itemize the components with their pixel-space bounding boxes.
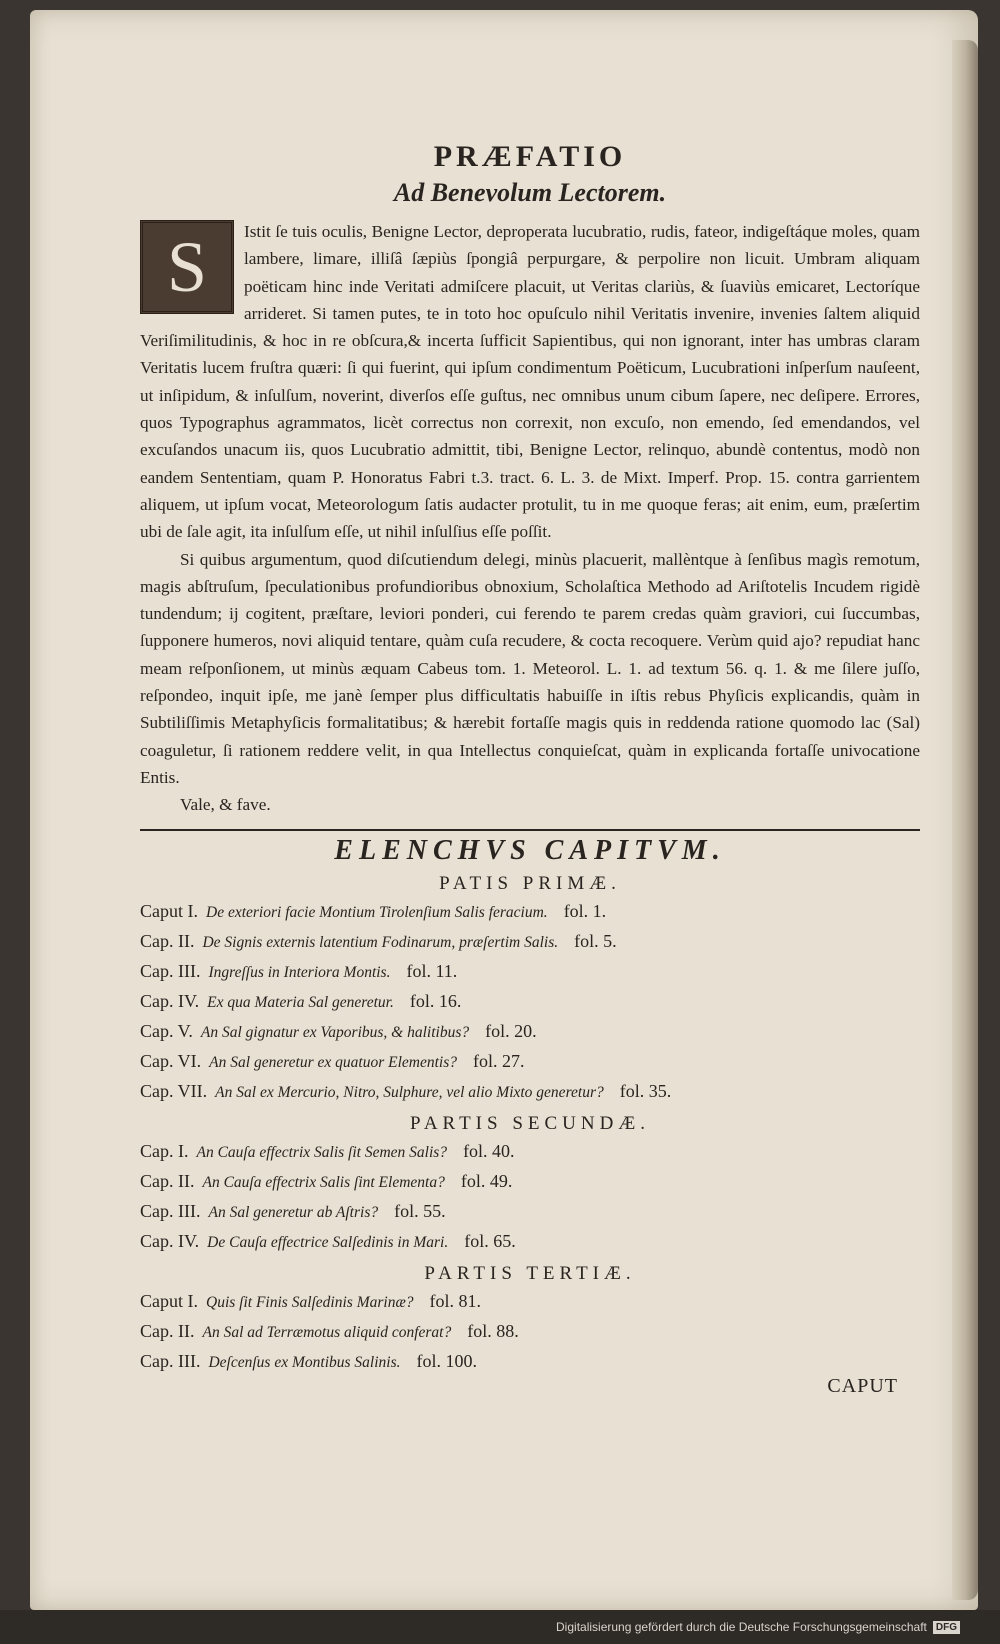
toc-entry (140, 1227, 920, 1257)
page-edge (952, 40, 978, 1600)
preface-paragraph-1: Istit ſe tuis oculis, Benigne Lector, deproperata lucubratio, rudis, fateor, indigeſtáque moles, quam lambere, limare, illiſâ ſæpiùs ſpongiâ perpurgare, & perpolire non licuit. Umbram aliquam poëticam hinc inde Veritati admiſcere placuit, ut Veritas clariùs, & ſuaviùs emicaret, Lectoríque arrideret. Si tamen putes, te in toto hoc opuſculo nihil Veritatis invenire, invenies ſaltem aliquid Veriſimilitudinis, & hoc in re obſcura,& incerta ſufficit Sapientibus, qui non ignorant, inter has umbras claram Veritatis lucem fruſtra quæri: ſi qui fuerint, qui ipſum condimentum Poëticum, Lucubrationi inſperſum nauſeent, ut inſipidum, & inſulſum, noverint, diverſos eſſe guſtus, nec omnibus unum cibum ſapere, nec deſipere. Errores, quos Typographus agrammatos, licèt correctus non correxit, non excuſo, non emendo, ſed emendandos, vel excuſandos unacum iis, quos Lucubratio admittit, tibi, Benigne Lector, relinquo, abundè contentus, modò non eandem Sententiam, quam P. Honoratus Fabri t.3. tract. 6. L. 3. de Mixt. Imperf. Prop. 15. contra garrientem aliquem, ut ipſum vocat, Meteorologum ſatis audacter protulit, tu in me quoque feras; ait enim, eum, præſertim ubi de ſale agit, ita inſulſum eſſe, ut nihil inſulſius eſſe poſſit. (140, 222, 920, 542)
chapter-title: De exteriori facie Montium Tirolenſium Salis feracium. (206, 903, 548, 921)
toc-list (140, 1137, 920, 1257)
folio-ref: fol. 49. (460, 1170, 513, 1191)
toc-entry (140, 1317, 920, 1347)
toc-entry (140, 1047, 920, 1077)
part-heading: PARTIS TERTIÆ. (424, 1262, 636, 1284)
chapter-title: Deſcenſus ex Montibus Salinis. (208, 1353, 401, 1371)
chapter-number: Cap. I. (140, 1140, 189, 1161)
footer-text: Digitalisierung gefördert durch die Deutsche Forschungsgemeinschaft (556, 1620, 927, 1634)
chapter-title: Quis ſit Finis Salſedinis Marinæ? (206, 1293, 414, 1311)
chapter-number: Cap. IV. (140, 1230, 200, 1251)
page-content (140, 140, 920, 1377)
folio-ref: fol. 20. (485, 1020, 537, 1041)
chapter-number: Cap. III. (140, 1200, 201, 1221)
chapter-number: Cap. III. (140, 960, 201, 981)
elenchus-title: ELENCHVS CAPITVM. (334, 834, 726, 866)
chapter-number: Cap. II. (140, 1320, 195, 1341)
toc-entry (140, 1287, 920, 1317)
divider-rule (140, 829, 920, 831)
folio-ref: fol. 27. (472, 1050, 525, 1071)
chapter-title: An Sal gignatur ex Vaporibus, & halitibus? (200, 1023, 470, 1041)
preface-subtitle: Ad Benevolum Lectorem. (393, 178, 667, 207)
chapter-title: An Sal generetur ex quatuor Elementis? (209, 1053, 457, 1071)
preface-paragraph-2: Si quibus argumentum, quod diſcutiendum delegi, minùs placuerit, mallèntque à ſenſibus magìs remotum, magis abſtruſum, ſpeculationibus profundioribus obnoxium, Scholaſtica Methodo ad Ariſtotelis Incudem rigidè tundendum; ij cogitent, præſtare, leviori ponderi, cui ferendo te parem credas quàm graviori, cui ſuccumbas, ſupponere humeros, novi aliquid tentare, quàm cuſa recudere, & cocta recoquere. Verùm quid ajo? repudiat hanc meam reſponſionem, ut minùs æquam Cabeus tom. 1. Meteorol. L. 1. ad textum 56. q. 1. & me ſilere juſſo, reſpondeo, inquit ipſe, me janè ſemper plus difficultatis habuiſſe in iſtis rebus Phyſicis explicandis, quàm in Subtiliſſimis Metaphyſicis formalitatibus; & hærebit fortaſſe magis quis in reddenda ratione quomodo lac (Sal) coaguletur, ſi rationem reddere velit, in qua Intellectus conquieſcat, quàm in explicanda fortaſſe univocatione Entis. (140, 549, 920, 787)
toc-entry (140, 957, 920, 987)
toc-entry (140, 1017, 920, 1047)
folio-ref: fol. 81. (429, 1290, 482, 1311)
catchword: CAPUT (827, 1375, 898, 1397)
folio-ref: fol. 35. (619, 1080, 672, 1101)
part-heading: PATIS PRIMÆ. (439, 872, 621, 894)
book-page (30, 10, 978, 1610)
toc-entry (140, 987, 920, 1017)
chapter-number: Cap. V. (140, 1020, 193, 1041)
folio-ref: fol. 100. (416, 1350, 477, 1371)
folio-ref: fol. 5. (574, 930, 617, 951)
toc-part-3 (140, 1263, 920, 1377)
preface-body (140, 218, 920, 819)
chapter-title: An Sal ex Mercurio, Nitro, Sulphure, vel alio Mixto generetur? (215, 1083, 604, 1101)
decorated-initial: S (140, 220, 234, 314)
folio-ref: fol. 16. (409, 990, 462, 1011)
footer-bar (0, 1610, 1000, 1644)
folio-ref: fol. 88. (467, 1320, 519, 1341)
toc-entry (140, 897, 920, 927)
chapter-number: Cap. VII. (140, 1080, 208, 1101)
chapter-number: Cap. II. (140, 1170, 195, 1191)
folio-ref: fol. 55. (394, 1200, 446, 1221)
toc-entry (140, 1167, 920, 1197)
toc-entry (140, 1197, 920, 1227)
chapter-number: Cap. IV. (140, 990, 200, 1011)
folio-ref: fol. 11. (406, 960, 458, 981)
chapter-title: An Sal ad Terræmotus aliquid conferat? (202, 1323, 452, 1341)
toc-entry (140, 927, 920, 957)
folio-ref: fol. 1. (563, 900, 607, 921)
toc-entry (140, 1137, 920, 1167)
preface-closing: Vale, & fave. (180, 795, 271, 815)
part-heading: PARTIS SECUNDÆ. (410, 1112, 650, 1134)
chapter-title: An Cauſa effectrix Salis ſit Semen Salis? (196, 1143, 448, 1161)
folio-ref: fol. 40. (463, 1140, 515, 1161)
dfg-logo-icon: DFG (933, 1621, 960, 1634)
chapter-title: Ex qua Materia Sal generetur. (207, 993, 394, 1011)
preface-title: PRÆFATIO (433, 140, 627, 173)
toc-entry (140, 1347, 920, 1377)
folio-ref: fol. 65. (464, 1230, 516, 1251)
chapter-title: De Cauſa effectrice Salſedinis in Mari. (207, 1233, 449, 1251)
toc-list (140, 1287, 920, 1377)
toc-list (140, 897, 920, 1107)
chapter-title: An Cauſa effectrix Salis ſint Elementa? (202, 1173, 445, 1191)
chapter-number: Caput I. (140, 900, 198, 921)
chapter-number: Cap. III. (140, 1350, 201, 1371)
chapter-number: Cap. VI. (140, 1050, 202, 1071)
chapter-title: Ingreſſus in Interiora Montis. (208, 963, 391, 981)
toc-part-2 (140, 1113, 920, 1257)
toc-entry (140, 1077, 920, 1107)
chapter-title: De Signis externis latentium Fodinarum, præſertim Salis. (202, 933, 559, 951)
toc-part-1 (140, 873, 920, 1107)
chapter-number: Cap. II. (140, 930, 195, 951)
chapter-number: Caput I. (140, 1290, 198, 1311)
chapter-title: An Sal generetur ab Aſtris? (208, 1203, 379, 1221)
